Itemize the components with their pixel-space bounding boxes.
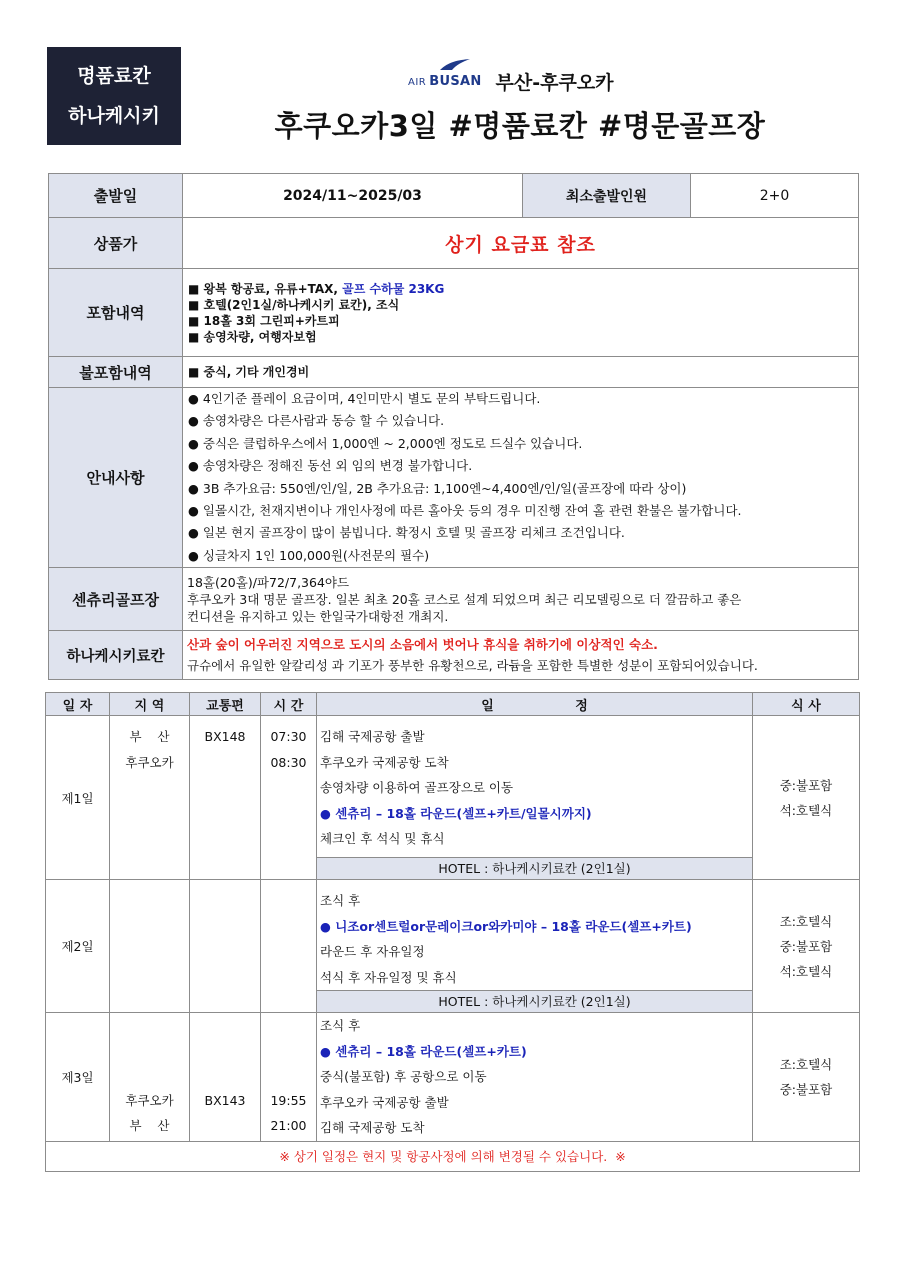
air-busan-logo <box>408 74 482 89</box>
hotel-text: 규슈에서 유일한 알칼리성 과 기포가 풍부한 유황천으로, 라듐을 포함한 특별한 성분이 포함되어있습니다. <box>187 658 758 674</box>
golf-desc-line: 후쿠오카 3대 명문 골프장. 일본 최초 20홀 코스로 설계 되었으며 최근 리모델링으로 더 깔끔하고 좋은 <box>187 591 742 607</box>
include-item: ■ 18홀 3회 그린피+카트피 <box>188 313 340 328</box>
meal: 중:불포함 <box>779 1081 833 1097</box>
exclude-value: ■ 중식, 기타 개인경비 <box>183 357 859 388</box>
golf-label: 센츄리골프장 <box>49 568 183 631</box>
transport-cell <box>190 716 261 880</box>
region-cell <box>110 1013 190 1142</box>
time: 07:30 <box>270 729 307 744</box>
departure-row <box>49 174 859 218</box>
footer-row <box>46 1141 860 1171</box>
header-plan: 일 정 <box>317 693 753 716</box>
plan-item: 송영차량 이용하여 골프장으로 이동 <box>320 780 514 795</box>
time: 08:30 <box>270 754 307 770</box>
day-row <box>46 880 860 1013</box>
hotel-label: 하나케시키료칸 <box>49 631 183 680</box>
day-row <box>46 716 860 880</box>
notice-item: ● 싱글차지 1인 100,000원(사전문의 필수) <box>188 547 430 563</box>
header-transport: 교통편 <box>190 693 261 716</box>
notice-label: 안내사항 <box>49 388 183 568</box>
meal: 중:불포함 <box>779 938 833 954</box>
region: 부 산 <box>129 729 170 744</box>
exclude-row <box>49 357 859 388</box>
region-cell <box>110 880 190 1013</box>
notice-item: ● 일본 현지 골프장이 많이 붐빕니다. 확정시 호텔 및 골프장 리체크 조건입니다. <box>188 525 625 541</box>
badge-line-2: 하나케시키 <box>68 105 160 127</box>
schedule-table <box>45 692 860 1172</box>
plan-cell <box>317 1013 753 1142</box>
notice-item: ● 3B 추가요금: 550엔/인/일, 2B 추가요금: 1,100엔~4,400엔/인/일(골프장에 따라 상이) <box>188 480 687 496</box>
bird-icon <box>438 58 472 72</box>
notice-item: ● 일몰시간, 천재지변이나 개인사정에 따른 홀아웃 등의 경우 미진행 잔여 홀 관련 환불은 불가합니다. <box>188 503 742 519</box>
hotel-row <box>49 631 859 680</box>
include-row <box>49 269 859 357</box>
schedule-header <box>46 693 860 716</box>
hotel-desc <box>183 631 859 680</box>
info-table <box>48 173 859 680</box>
meal: 석:호텔식 <box>779 963 833 979</box>
price-row <box>49 218 859 269</box>
plan-item: 체크인 후 석식 및 휴식 <box>320 831 445 846</box>
region-cell <box>110 716 190 880</box>
meal: 조:호텔식 <box>779 1056 833 1072</box>
hotel-bar: HOTEL : 하나케시키료칸 (2인1실) <box>317 990 752 1012</box>
notice-item: ● 송영차량은 정해진 동선 외 임의 변경 불가합니다. <box>188 458 473 474</box>
region: 부 산 <box>129 1118 170 1133</box>
plan-item: 라운드 후 자유일정 <box>320 944 425 959</box>
include-list <box>183 269 859 357</box>
meal: 석:호텔식 <box>779 802 833 818</box>
hotel-highlight: 산과 숲이 어우러진 지역으로 도시의 소음에서 벗어나 휴식을 취하기에 이상적인 숙소. <box>187 637 658 653</box>
departure-label: 출발일 <box>49 174 183 218</box>
golf-desc-line: 컨디션을 유지하고 있는 한일국가대항전 개최지. <box>187 608 449 624</box>
time-cell <box>261 880 317 1013</box>
meal: 중:불포함 <box>779 777 833 793</box>
time: 19:55 <box>270 1092 307 1108</box>
day-label: 제1일 <box>46 716 110 880</box>
plan-cell <box>317 716 753 880</box>
day-label: 제3일 <box>46 1013 110 1142</box>
meal: 조:호텔식 <box>779 913 833 929</box>
transport-cell <box>190 880 261 1013</box>
plan-item: 중식(불포함) 후 공항으로 이동 <box>320 1069 487 1084</box>
notice-item: ● 송영차량은 다른사람과 동승 할 수 있습니다. <box>188 413 445 429</box>
schedule-footnote: ※ 상기 일정은 현지 및 항공사정에 의해 변경될 수 있습니다. ※ <box>46 1141 860 1171</box>
logo-air-text: AIR <box>408 76 427 88</box>
price-value: 상기 요금표 참조 <box>183 218 859 269</box>
plan-item: 후쿠오카 국제공항 도착 <box>320 754 449 770</box>
header-time: 시 간 <box>261 693 317 716</box>
logo-busan-text: BUSAN <box>429 73 482 89</box>
day-row <box>46 1013 860 1142</box>
time-cell <box>261 716 317 880</box>
flight-number: BX148 <box>204 729 246 744</box>
plan-item-golf: ● 센츄리 – 18홀 라운드(셀프+카트) <box>320 1043 527 1059</box>
include-item: ■ 송영차량, 여행자보험 <box>188 329 317 344</box>
include-item: ■ 호텔(2인1실/하나케시키 료칸), 조식 <box>188 297 400 312</box>
exclude-label: 불포함내역 <box>49 357 183 388</box>
notice-row <box>49 388 859 568</box>
plan-item-golf: ● 센츄리 – 18홀 라운드(셀프+카트/일몰시까지) <box>320 805 592 821</box>
notice-item: ● 4인기준 플레이 요금이며, 4인미만시 별도 문의 부탁드립니다. <box>188 391 541 406</box>
notice-list <box>183 388 859 568</box>
flight-number: BX143 <box>204 1093 246 1108</box>
notice-item: ● 중식은 클럽하우스에서 1,000엔 ~ 2,000엔 정도로 드실수 있습니다. <box>188 435 583 451</box>
product-badge <box>47 47 181 145</box>
badge-line-1: 명품료칸 <box>77 65 151 87</box>
time-cell <box>261 1013 317 1142</box>
plan-item: 조식 후 <box>320 893 361 908</box>
include-item: ■ 왕복 항공료, 유류+TAX, 골프 수하물 23KG <box>188 281 445 296</box>
meal-cell <box>753 716 860 880</box>
header-region: 지 역 <box>110 693 190 716</box>
include-label: 포함내역 <box>49 269 183 357</box>
transport-cell <box>190 1013 261 1142</box>
plan-item: 조식 후 <box>320 1018 361 1033</box>
golf-desc <box>183 568 859 631</box>
header-day: 일 자 <box>46 693 110 716</box>
meal-cell <box>753 880 860 1013</box>
region: 후쿠오카 <box>125 754 174 770</box>
airline-header <box>408 66 614 96</box>
page-title: 후쿠오카3일 #명품료칸 #명문골프장 <box>274 109 766 143</box>
plan-cell <box>317 880 753 1013</box>
plan-item: 김해 국제공항 출발 <box>320 729 425 744</box>
min-people-value: 2+0 <box>691 174 859 218</box>
departure-value: 2024/11~2025/03 <box>183 174 523 218</box>
header-meal: 식 사 <box>753 693 860 716</box>
time: 21:00 <box>270 1118 307 1133</box>
golf-row <box>49 568 859 631</box>
hotel-bar: HOTEL : 하나케시키료칸 (2인1실) <box>317 857 752 879</box>
route-title: 부산-후쿠오카 <box>495 71 614 94</box>
price-label: 상품가 <box>49 218 183 269</box>
min-people-label: 최소출발인원 <box>523 174 691 218</box>
golf-spec: 18홀(20홀)/파72/7,364야드 <box>187 574 350 590</box>
plan-item: 후쿠오카 국제공항 출발 <box>320 1094 449 1110</box>
region: 후쿠오카 <box>125 1092 174 1108</box>
plan-item-golf: ● 니조or센트럴or문레이크or와카미야 – 18홀 라운드(셀프+카트) <box>320 918 692 934</box>
plan-item: 석식 후 자유일정 및 휴식 <box>320 969 457 985</box>
day-label: 제2일 <box>46 880 110 1013</box>
meal-cell <box>753 1013 860 1142</box>
plan-item: 김해 국제공항 도착 <box>320 1120 425 1135</box>
